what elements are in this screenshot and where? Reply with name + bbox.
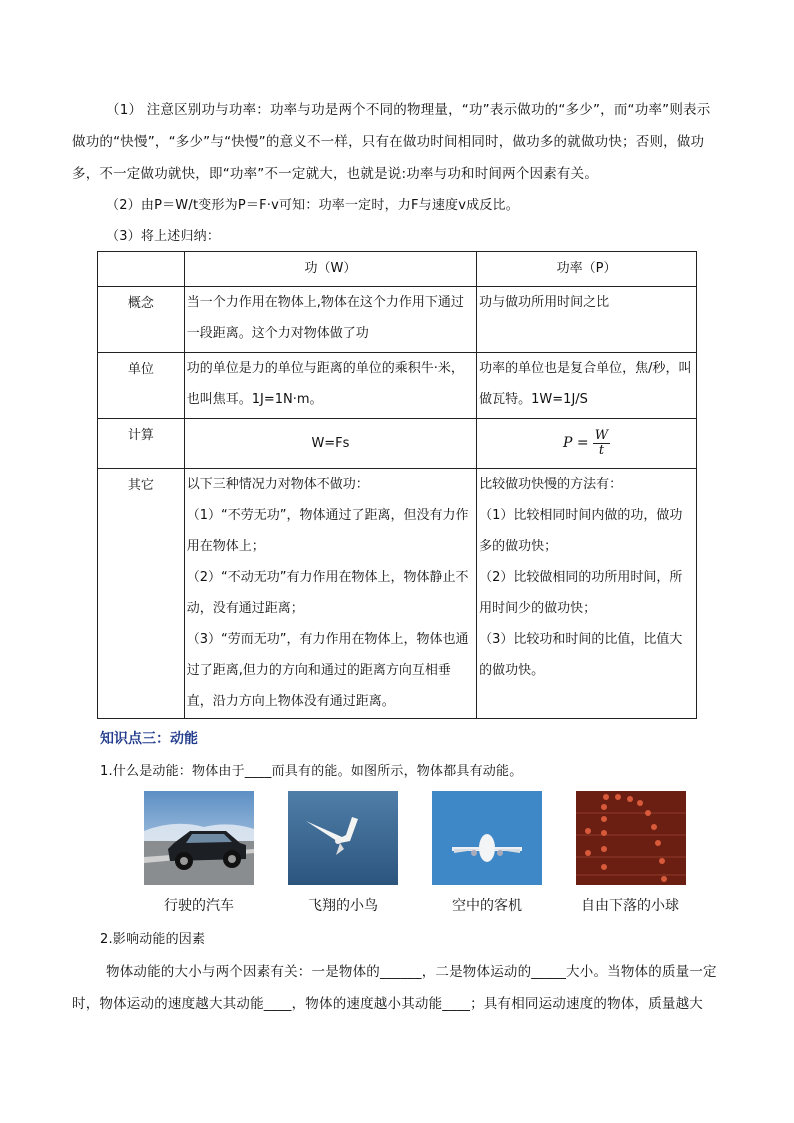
cell-work-unit: 功的单位是力的单位与距离的单位的乘积牛·米，也叫焦耳。1J=1N·m。 bbox=[184, 353, 476, 419]
cell-work-concept: 当一个力作用在物体上,物体在这个力作用下通过一段距离。这个力对物体做了功 bbox=[184, 287, 476, 353]
work-other-line: （1）“不劳无功”，物体通过了距离，但没有力作用在物体上； bbox=[186, 508, 469, 554]
row-label-concept: 概念 bbox=[98, 287, 185, 353]
kinetic-factors-text: 物体动能的大小与两个因素有关：一是物体的______，二是物体运动的_____大小。当物体的质量一定时，物体运动的速度越大其动能____，物体的速度越小其动能____；具有相同运动速度的物体，质量越大 bbox=[72, 964, 717, 1012]
car-image bbox=[144, 791, 254, 885]
caption-car: 行驶的汽车 bbox=[164, 898, 234, 914]
table-row-other bbox=[98, 469, 697, 719]
note-paragraph-1: （1） 注意区别功与功率：功率与功是两个不同的物理量，“功”表示做功的“多少”，而“功率”则表示做功的“快慢”，“多少”与“快慢”的意义不一样，只有在做功时间相同时，做功多的就做功快；否则，做功多，不一定做功就快，即“功率”不一定就大，也就是说:功率与功和时间两个因素有关。 bbox=[72, 102, 711, 182]
power-formula-numerator: W bbox=[594, 428, 609, 443]
cell-power-other bbox=[477, 469, 697, 719]
cell-power-unit: 功率的单位也是复合单位，焦/秒，叫做瓦特。1W=1J/S bbox=[477, 353, 697, 419]
work-power-table bbox=[97, 251, 697, 719]
falling-ball-image bbox=[576, 791, 686, 885]
table-row-calc bbox=[98, 419, 697, 469]
power-formula-fraction bbox=[593, 429, 610, 458]
table-header-power: 功率（P） bbox=[477, 252, 697, 287]
work-other-line: （3）“劳而无功”，有力作用在物体上，物体也通过了距离,但力的方向和通过的距离方向互相垂直，沿力方向上物体没有通过距离。 bbox=[186, 632, 469, 709]
power-other-line: （3）比较功和时间的比值，比值大的做功快。 bbox=[479, 632, 683, 678]
cell-power-concept: 功与做功所用时间之比 bbox=[477, 287, 697, 353]
section-title-kinetic-energy: 知识点三：动能 bbox=[100, 731, 198, 747]
row-label-calc: 计算 bbox=[98, 419, 185, 469]
question-kinetic-factors: 2.影响动能的因素 bbox=[100, 932, 206, 947]
power-formula-denominator: t bbox=[598, 443, 605, 458]
table-header-row bbox=[98, 252, 697, 287]
caption-bird: 飞翔的小鸟 bbox=[308, 898, 378, 914]
row-label-other: 其它 bbox=[98, 469, 185, 719]
caption-falling-ball: 自由下落的小球 bbox=[581, 898, 679, 914]
airplane-image bbox=[432, 791, 542, 885]
cell-work-other bbox=[184, 469, 476, 719]
cell-work-formula: W=Fs bbox=[184, 419, 476, 469]
cell-power-formula bbox=[477, 419, 697, 469]
power-formula-lhs: P = bbox=[563, 435, 589, 451]
table-header-empty bbox=[98, 252, 185, 287]
power-other-line: （1）比较相同时间内做的功，做功多的做功快； bbox=[479, 508, 683, 554]
work-other-line: 以下三种情况力对物体不做功： bbox=[186, 477, 369, 492]
row-label-unit: 单位 bbox=[98, 353, 185, 419]
question-kinetic-definition: 1.什么是动能：物体由于____而具有的能。如图所示，物体都具有动能。 bbox=[100, 764, 523, 779]
note-paragraph-3: （3）将上述归纳： bbox=[106, 229, 221, 244]
power-other-line: （2）比较做相同的功所用时间，所用时间少的做功快； bbox=[479, 570, 683, 616]
bird-image bbox=[288, 791, 398, 885]
work-other-line: （2）“不动无功”有力作用在物体上，物体静止不动，没有通过距离； bbox=[186, 570, 469, 616]
power-other-line: 比较做功快慢的方法有： bbox=[479, 477, 623, 492]
table-row-concept bbox=[98, 287, 697, 353]
caption-airplane: 空中的客机 bbox=[452, 898, 522, 914]
table-header-work: 功（W） bbox=[184, 252, 476, 287]
note-paragraph-2: （2）由P＝W/t变形为P＝F·v可知：功率一定时，力F与速度v成反比。 bbox=[106, 198, 519, 213]
table-row-unit bbox=[98, 353, 697, 419]
